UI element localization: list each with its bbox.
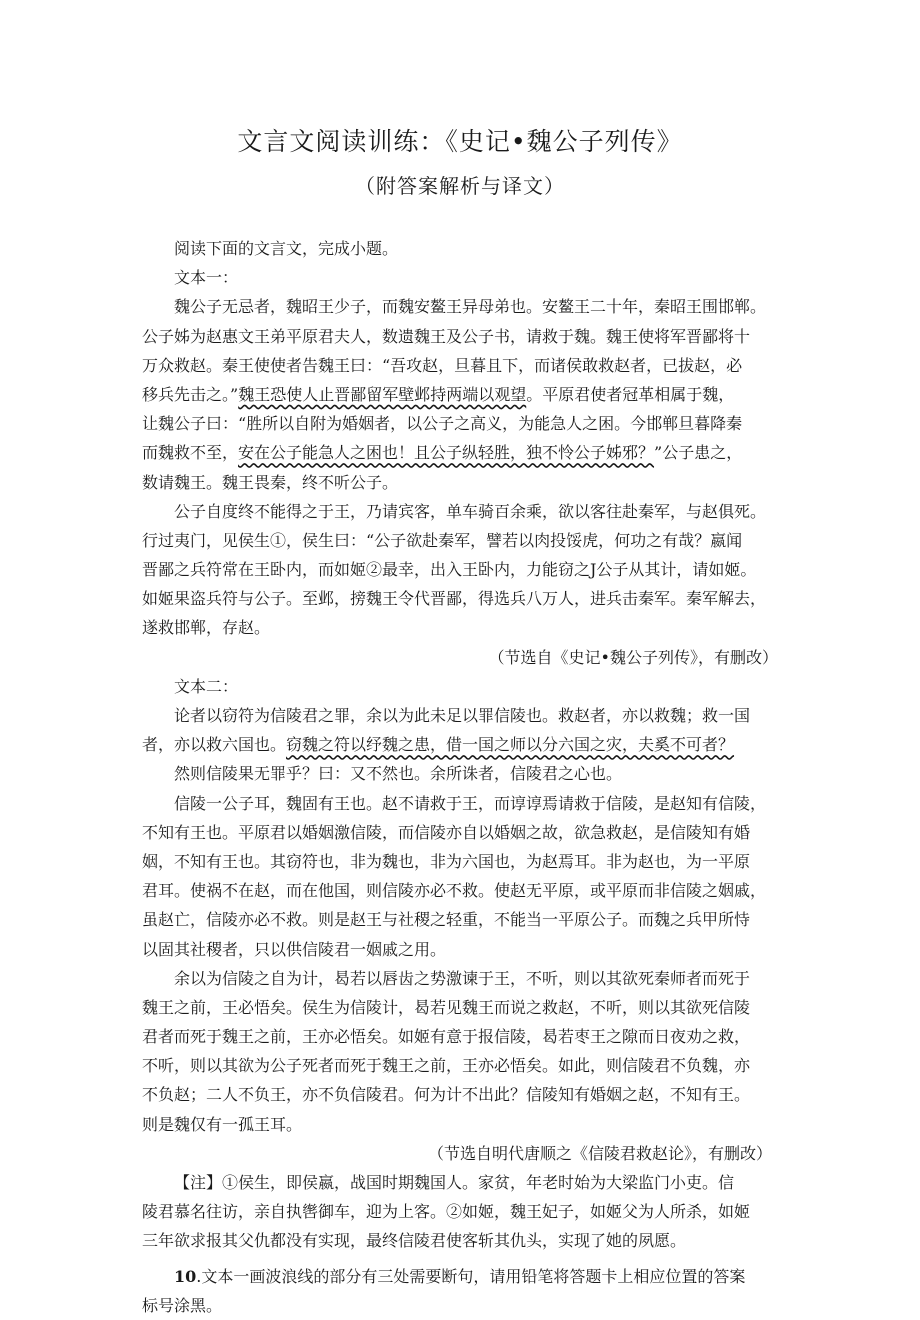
text-line: 行过夷门，见侯生①，侯生曰：“公子欲赴秦军，譬若以肉投馁虎，何功之有哉？嬴闻 [142, 530, 743, 550]
wavy-underlined-sentence: 窃魏之符以纾魏之患，借一国之师以分六国之灾，夫奚不可者？ [286, 735, 735, 755]
text-line: 数请魏王。魏王畏秦，终不听公子。 [142, 472, 399, 492]
note-line: 三年欲求报其父仇都没有实现，最终信陵君使客斩其仇头，实现了她的夙愿。 [142, 1231, 687, 1251]
text-line: 晋鄙之兵符常在王卧内，而如姬②最幸，出入王卧内，力能窃之J公子从其计，请如姬。 [142, 560, 757, 580]
text-line: 信陵一公子耳，魏固有王也。赵不请救于王，而谆谆焉请救于信陵，是赵知有信陵， [174, 793, 767, 813]
text2-paragraph-1 [142, 701, 792, 759]
text-segment: 而魏救不至， [142, 443, 239, 463]
text-line: 魏公子无忌者，魏昭王少子，而魏安鳌王异母弟也。安鳌王二十年，秦昭王围邯郸。 [174, 297, 767, 317]
wavy-underlined-sentence: 魏王恐使人止晋鄙留军壁邺持两端以观望 [238, 384, 527, 404]
text-line: 公子姊为赵惠文王弟平原君夫人，数遗魏王及公子书，请救于魏。魏王使将军晋鄙将十 [142, 326, 751, 346]
note-line: 【注】①侯生，即侯嬴，战国时期魏国人。家贫，年老时始为大梁监门小吏。信 [174, 1173, 735, 1192]
text-line: 遂救邯郸，存赵。 [142, 618, 271, 638]
question-10 [142, 1262, 792, 1320]
text-segment: 移兵先击之。” [142, 384, 239, 404]
question-text: .文本一画波浪线的部分有三处需要断句，请用铅笔将答题卡上相应位置的答案 [196, 1266, 746, 1286]
text-line: 不负赵；二人不负王，亦不负信陵君。何为计不出此？信陵知有婚姻之赵，不知有王。 [142, 1085, 751, 1105]
page-subtitle: （附答案解析与译文） [355, 174, 565, 198]
text2-paragraph-4 [142, 964, 792, 1139]
text2-paragraph-3 [142, 789, 792, 964]
instruction: 阅读下面的文言文，完成小题。 [174, 239, 399, 258]
text-line: 余以为信陵之自为计，曷若以唇齿之势激谏于王，不听，则以其欲死秦师者而死于 [174, 968, 751, 988]
text-line: 则是魏仅有一孤王耳。 [142, 1114, 303, 1134]
text-line: 论者以窃符为信陵君之罪，余以为此未足以罪信陵也。救赵者，亦以救魏；救一国 [174, 706, 751, 725]
wavy-underlined-sentence: 安在公子能急人之困也！且公子纵轻胜，独不怜公子姊邪？ [238, 443, 655, 463]
text1-paragraph-2 [142, 497, 792, 643]
text-line: 以固其社稷者，只以供信陵君一姻戚之用。 [142, 939, 447, 959]
text-line [142, 730, 792, 759]
text2-source: （节选自明代唐顺之《信陵君救赵论》，有删改） [427, 1143, 772, 1163]
text-segment: ”公子患之， [654, 443, 743, 463]
question-line [142, 1262, 792, 1291]
text-segment: 。平原君使者冠革相属于魏， [526, 384, 735, 404]
annotation-note [142, 1168, 792, 1256]
passage-body [142, 234, 792, 1320]
text-line: 君耳。使祸不在赵，而在他国，则信陵亦必不救。使赵无平原，或平原而非信陵之姻戚， [142, 881, 767, 901]
text2-paragraph-2: 然则信陵果无罪乎？曰：又不然也。余所诛者，信陵君之心也。 [174, 764, 623, 784]
text-line [142, 438, 792, 467]
question-line: 标号涂黑。 [142, 1295, 223, 1315]
text1-source: （节选自《史记•魏公子列传》，有删改） [488, 647, 778, 667]
text-line: 虽赵亡，信陵亦必不救。则是赵王与社稷之轻重，不能当一平原公子。而魏之兵甲所恃 [142, 910, 751, 930]
text1-paragraph-1 [142, 292, 792, 496]
text1-label: 文本一： [174, 268, 239, 288]
question-number: 10 [174, 1266, 197, 1286]
text-line: 让魏公子曰：“胜所以自附为婚姻者，以公子之高义，为能急人之困。今邯郸旦暮降秦 [142, 414, 743, 434]
text-line: 君者而死于魏王之前，王亦必悟矣。如姬有意于报信陵，曷若枣王之隙而日夜劝之救， [142, 1027, 751, 1047]
text-segment: 者，亦以救六国也。 [142, 735, 287, 755]
text-line: 公子自度终不能得之于王，乃请宾客，单车骑百余乘，欲以客往赴秦军，与赵俱死。 [174, 501, 767, 521]
text-line [142, 380, 792, 409]
page-title: 文言文阅读训练：《史记•魏公子列传》 [237, 127, 683, 156]
text-line: 万众救赵。秦王使使者告魏王曰：“吾攻赵，旦暮且下，而诸侯敢救赵者，已拔赵，必 [142, 355, 743, 375]
text-line: 魏王之前，王必悟矣。侯生为信陵计，曷若见魏王而说之救赵，不听，则以其欲死信陵 [142, 997, 751, 1017]
text-line: 不知有王也。平原君以婚姻激信陵，而信陵亦自以婚姻之故，欲急救赵，是信陵知有婚 [142, 822, 751, 842]
text2-label: 文本二： [174, 676, 239, 696]
text-line: 姻，不知有王也。其窃符也，非为魏也，非为六国也，为赵焉耳。非为赵也，为一平原 [142, 851, 751, 871]
text-line: 如姬果盗兵符与公子。至邺，搒魏王令代晋鄙，得选兵八万人，进兵击秦军。秦军解去， [142, 589, 767, 609]
text-line: 不听，则以其欲为公子死者而死于魏王之前，王亦必悟矣。如此，则信陵君不负魏，亦 [142, 1056, 751, 1076]
note-line: 陵君慕名往访，亲自执辔御车，迎为上客。②如姬，魏王妃子，如姬父为人所杀，如姬 [142, 1202, 751, 1222]
